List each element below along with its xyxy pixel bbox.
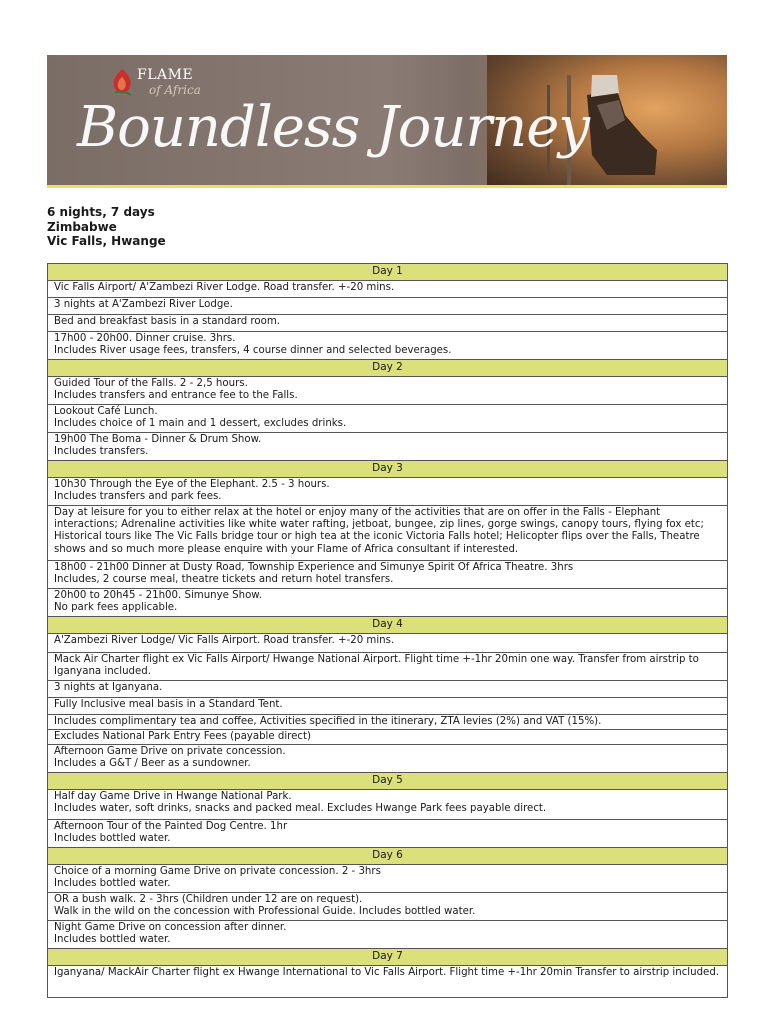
header-banner	[47, 55, 727, 188]
itinerary-item: 3 nights at Iganyana.	[48, 681, 727, 698]
itinerary-item: Guided Tour of the Falls. 2 - 2,5 hours. Includes transfers and entrance fee to the Falls.	[48, 377, 727, 405]
itinerary-table	[47, 263, 728, 998]
itinerary-item: Night Game Drive on concession after dinner. Includes bottled water.	[48, 921, 727, 949]
day-header: Day 7	[48, 949, 727, 966]
itinerary-item: Half day Game Drive in Hwange National Park. Includes water, soft drinks, snacks and packed meal. Excludes Hwange Park fees payable direct.	[48, 790, 727, 820]
itinerary-item: Iganyana/ MackAir Charter flight ex Hwange International to Vic Falls Airport. Flight time +-1hr 20min Transfer to airstrip included.	[54, 967, 720, 978]
trip-locations: Vic Falls, Hwange	[47, 234, 166, 249]
banner-title: Boundless Journey	[77, 95, 590, 160]
banner-underline	[47, 185, 727, 188]
itinerary-item: 20h00 to 20h45 - 21h00. Simunye Show. No park fees applicable.	[48, 589, 727, 617]
day-header: Day 5	[48, 773, 727, 790]
day-header: Day 4	[48, 617, 727, 634]
logo-tagline: of Africa	[149, 83, 201, 97]
itinerary-item: Fully Inclusive meal basis in a Standard Tent.	[48, 698, 727, 715]
itinerary-item: Day at leisure for you to either relax at the hotel or enjoy many of the activities that are on offer in the Falls - Elephant interactions; Adrenaline activities like white water rafting, jetboat, bungee, zip lines, gorge swings, canopy tours, flying fox etc; Historical tours like The Vic Falls bridge tour or high tea at the iconic Victoria Falls hotel; Helicopter flips over the Falls, Theatre shows and so much more please enquire with your Flame of Africa consultant if interested.	[48, 506, 727, 561]
itinerary-item: OR a bush walk. 2 - 3hrs (Children under 12 are on request). Walk in the wild on the concession with Professional Guide. Includes bottled water.	[48, 893, 727, 921]
itinerary-item: Mack Air Charter flight ex Vic Falls Airport/ Hwange National Airport. Flight time +-1hr 20min one way. Transfer from airstrip to Iganyana included.	[48, 653, 727, 681]
itinerary-item: Lookout Café Lunch. Includes choice of 1 main and 1 dessert, excludes drinks.	[48, 405, 727, 433]
itinerary-item: A'Zambezi River Lodge/ Vic Falls Airport. Road transfer. +-20 mins.	[48, 634, 727, 653]
trip-country: Zimbabwe	[47, 219, 117, 234]
trip-duration: 6 nights, 7 days	[47, 205, 155, 219]
itinerary-item: Afternoon Game Drive on private concession. Includes a G&T / Beer as a sundowner.	[48, 745, 727, 773]
itinerary-item: Bed and breakfast basis in a standard room.	[48, 315, 727, 332]
itinerary-item: Choice of a morning Game Drive on private concession. 2 - 3hrs Includes bottled water.	[48, 865, 727, 893]
day-header: Day 6	[48, 848, 727, 865]
day-header: Day 3	[48, 461, 727, 478]
trip-summary	[47, 205, 166, 249]
itinerary-item: 10h30 Through the Eye of the Elephant. 2.5 - 3 hours. Includes transfers and park fees.	[48, 478, 727, 506]
itinerary-item: Includes complimentary tea and coffee, Activities specified in the itinerary, ZTA levies (2%) and VAT (15%).	[48, 715, 727, 730]
day-header: Day 2	[48, 360, 727, 377]
day-header: Day 1	[48, 264, 727, 281]
itinerary-item: 19h00 The Boma - Dinner & Drum Show. Includes transfers.	[48, 433, 727, 461]
itinerary-item: Vic Falls Airport/ A'Zambezi River Lodge. Road transfer. +-20 mins.	[48, 281, 727, 298]
itinerary-item: 17h00 - 20h00. Dinner cruise. 3hrs. Includes River usage fees, transfers, 4 course dinner and selected beverages.	[48, 332, 727, 360]
logo-wordmark: FLAME	[137, 67, 194, 83]
itinerary-item: Afternoon Tour of the Painted Dog Centre. 1hr Includes bottled water.	[48, 820, 727, 848]
itinerary-item: Excludes National Park Entry Fees (payable direct)	[48, 730, 727, 745]
itinerary-item: 18h00 - 21h00 Dinner at Dusty Road, Township Experience and Simunye Spirit Of Africa Theatre. 3hrs Includes, 2 course meal, theatre tickets and return hotel transfers.	[48, 561, 727, 589]
itinerary-item: 3 nights at A'Zambezi River Lodge.	[48, 298, 727, 315]
